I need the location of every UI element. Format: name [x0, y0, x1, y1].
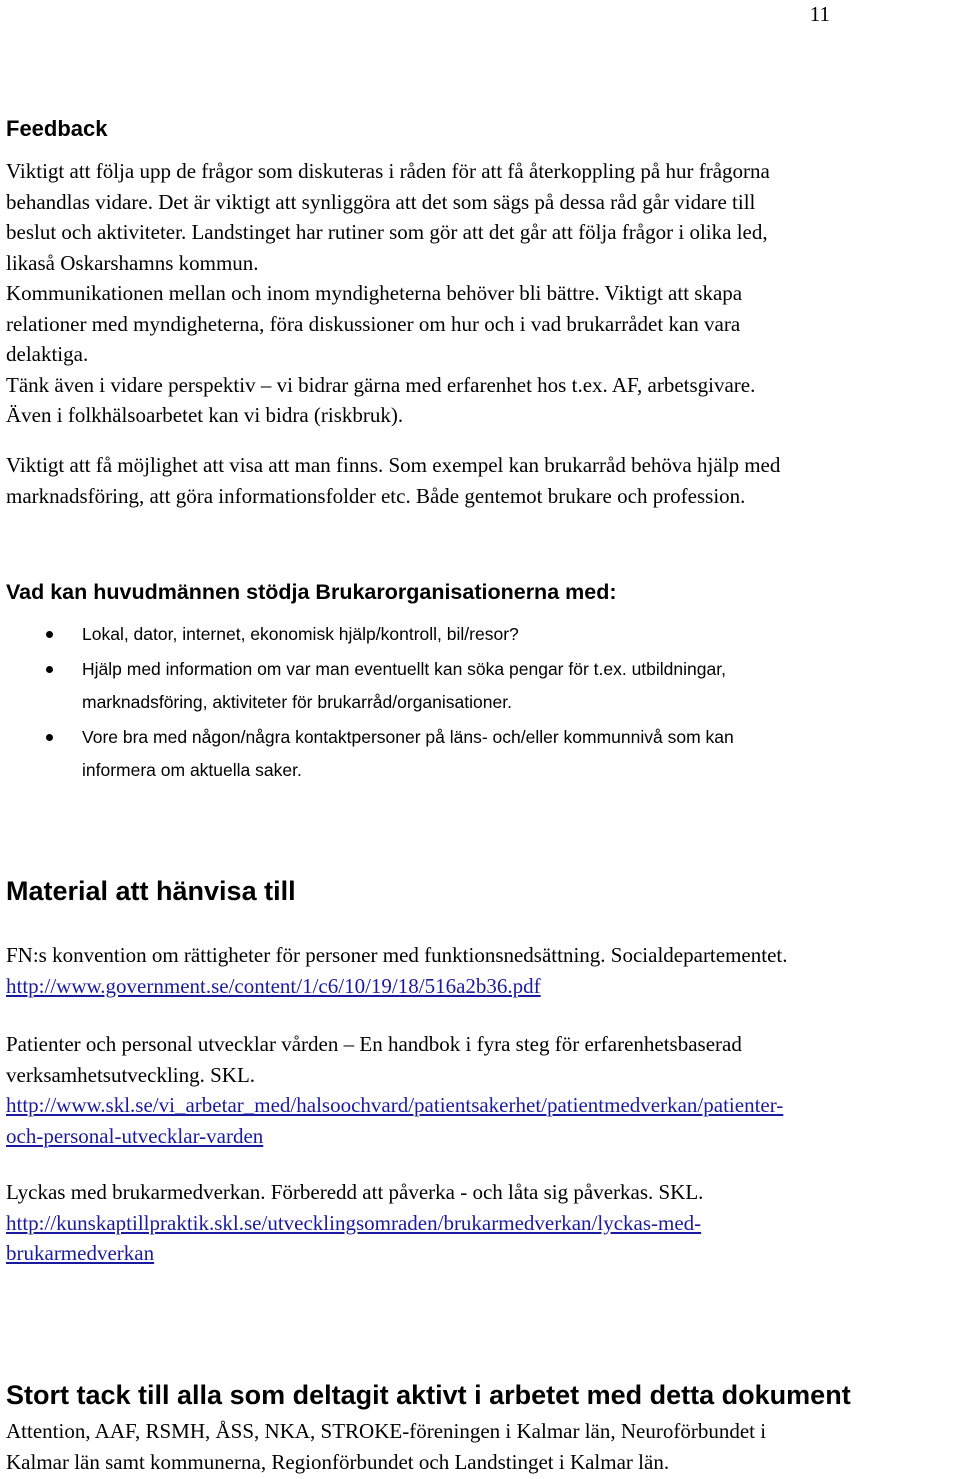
material-heading: Material att hänvisa till: [6, 876, 296, 906]
feedback-paragraph-2: [6, 450, 956, 511]
text-line: relationer med myndigheterna, föra diskussioner om hur och i vad brukarrådet kan vara: [6, 311, 741, 336]
text-line: Kalmar län samt kommunerna, Regionförbundet och Landstinget i Kalmar län.: [6, 1449, 670, 1474]
reference-text: Patienter och personal utvecklar vården – En handbok i fyra steg för erfarenhetsbaserad: [6, 1032, 742, 1056]
list-item-text: Lokal, dator, internet, ekonomisk hjälp/kontroll, bil/resor?: [82, 624, 519, 644]
text-line: Viktigt att få möjlighet att visa att man finns. Som exempel kan brukarråd behöva hjälp med: [6, 453, 781, 477]
list-item-text: marknadsföring, aktiviteter för brukarråd/organisationer.: [82, 692, 512, 712]
bullet-icon: [46, 631, 53, 638]
list-item-text: Vore bra med någon/några kontaktpersoner på läns- och/eller kommunnivå som kan: [82, 727, 734, 747]
thanks-paragraph: [6, 1416, 956, 1477]
page-number: 11: [809, 2, 830, 26]
reference-link[interactable]: http://kunskaptillpraktik.skl.se/utvecklingsomraden/brukarmedverkan/lyckas-med-: [6, 1210, 702, 1235]
reference-link[interactable]: och-personal-utvecklar-varden: [6, 1123, 264, 1148]
support-heading: Vad kan huvudmännen stödja Brukarorganisationerna med:: [6, 580, 617, 604]
bullet-icon: [46, 666, 53, 673]
list-item-text: Hjälp med information om var man eventuellt kan söka pengar för t.ex. utbildningar,: [82, 659, 726, 679]
reference-item: [6, 1177, 958, 1269]
text-line: Kommunikationen mellan och inom myndigheterna behöver bli bättre. Viktigt att skapa: [6, 281, 743, 305]
text-line: Viktigt att följa upp de frågor som diskuteras i råden för att få återkoppling på hur frågorna: [6, 159, 770, 183]
reference-item: [6, 940, 958, 1001]
bullet-icon: [46, 734, 53, 741]
reference-link[interactable]: http://www.government.se/content/1/c6/10/19/18/516a2b36.pdf: [6, 973, 541, 998]
text-line: Attention, AAF, RSMH, ÅSS, NKA, STROKE-föreningen i Kalmar län, Neuroförbundet i: [6, 1419, 767, 1443]
reference-text: FN:s konvention om rättigheter för personer med funktionsnedsättning. Socialdepartementet.: [6, 943, 788, 967]
text-line: delaktiga.: [6, 342, 89, 366]
feedback-heading: Feedback: [6, 116, 108, 141]
list-item: [0, 618, 940, 651]
text-line: Även i folkhälsoarbetet kan vi bidra (riskbruk).: [6, 403, 404, 427]
list-item: [0, 653, 940, 719]
text-line: Tänk även i vidare perspektiv – vi bidrar gärna med erfarenhet hos t.ex. AF, arbetsgivare.: [6, 372, 756, 397]
text-line: beslut och aktiviteter. Landstinget har rutiner som gör att det går att följa frågor i olika led,: [6, 220, 768, 244]
text-line: behandlas vidare. Det är viktigt att synliggöra att det som sägs på dessa råd går vidare till: [6, 189, 756, 214]
support-bullet-list: [0, 618, 940, 789]
thanks-heading: Stort tack till alla som deltagit aktivt i arbetet med detta dokument: [6, 1380, 851, 1410]
text-line: likaså Oskarshamns kommun.: [6, 250, 259, 275]
reference-link[interactable]: brukarmedverkan: [6, 1241, 155, 1265]
feedback-paragraph-1: [6, 156, 956, 431]
reference-text: Lyckas med brukarmedverkan. Förberedd att påverka - och låta sig påverkas. SKL.: [6, 1180, 704, 1204]
reference-item: [6, 1029, 958, 1151]
list-item-text: informera om aktuella saker.: [82, 760, 302, 780]
reference-text: verksamhetsutveckling. SKL.: [6, 1062, 256, 1087]
reference-link[interactable]: http://www.skl.se/vi_arbetar_med/halsoochvard/patientsakerhet/patientmedverkan/patienter-: [6, 1093, 784, 1117]
text-line: marknadsföring, att göra informationsfolder etc. Både gentemot brukare och profession.: [6, 483, 746, 508]
list-item: [0, 721, 940, 787]
